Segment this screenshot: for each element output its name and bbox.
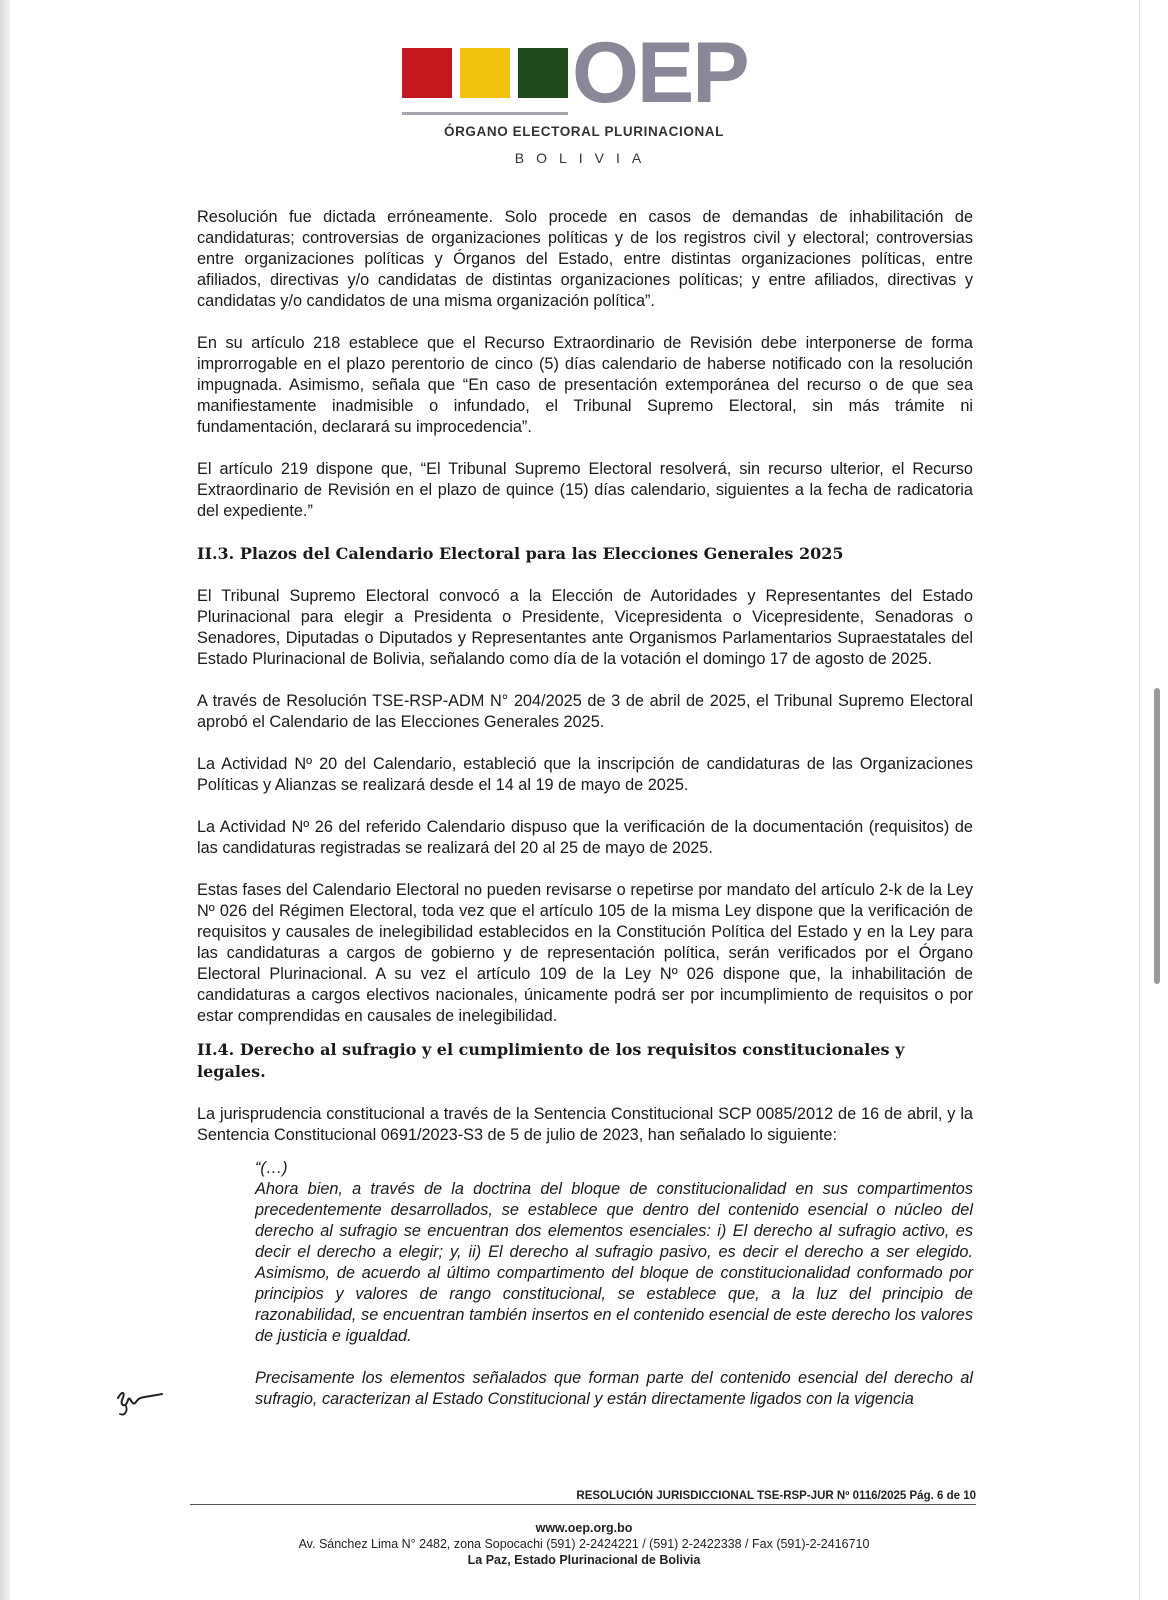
resolution-reference: RESOLUCIÓN JURISDICCIONAL TSE-RSP-JUR Nº 0116/2025 Pág. 6 de 10: [576, 1490, 976, 1502]
oep-logo: [400, 25, 800, 122]
logo-red-square: [402, 48, 452, 98]
quote-open: “(…): [255, 1159, 288, 1177]
paragraph: En su artículo 218 establece que el Recurso Extraordinario de Revisión debe interponerse de forma improrrogable en el plazo perentorio de cinco (5) días calendario de haberse notificado con la resolución impugnada. Asimismo, señala que “En caso de presentación extemporánea del recurso o de que sea manifiestamente inadmisible o infundado, el Tribunal Supremo Electoral, sin más trámite ni fundamentación, declarará su improcedencia”.: [197, 334, 973, 436]
quote-paragraph: Ahora bien, a través de la doctrina del bloque de constitucionalidad en sus compartimentos precedentemente desarrollados, se establece que dentro del contenido esencial o núcleo del derecho al sufragio se encuentran dos elementos esenciales: i) El derecho al sufragio activo, es decir el derecho a elegir; y, ii) El derecho al sufragio pasivo, es decir el derecho a ser elegido. Asimismo, de acuerdo al último compartimento del bloque de constitucionalidad conformado por principios y valores de rango constitucional, se establece que, a la luz del principio de razonabilidad, se encuentran también insertos en el contenido esencial de este derecho los valores de justicia e igualdad.: [255, 1180, 973, 1345]
quote-paragraph: Precisamente los elementos señalados que forman parte del contenido esencial del derecho al sufragio, caracterizan al Estado Constitucional y están directamente ligados con la vigencia: [255, 1369, 973, 1408]
paragraph: La Actividad Nº 20 del Calendario, estableció que la inscripción de candidaturas de las Organizaciones Políticas y Alianzas se realizará desde el 14 al 19 de mayo de 2025.: [197, 755, 973, 794]
organization-name: ÓRGANO ELECTORAL PLURINACIONAL: [443, 124, 724, 139]
paragraph: A través de Resolución TSE-RSP-ADM N° 204/2025 de 3 de abril de 2025, el Tribunal Supremo Electoral aprobó el Calendario de las Elecciones Generales 2025.: [197, 692, 973, 731]
page-edge-right: [1139, 0, 1140, 1600]
paragraph: El Tribunal Supremo Electoral convocó a la Elección de Autoridades y Representantes del Estado Plurinacional para elegir a Presidenta o Presidente, Vicepresidenta o Vicepresidente, Senadoras o Senadores, Diputadas o Diputados y Representantes ante Organismos Parlamentarios Supraestatales del Estado Plurinacional de Bolivia, señalando como día de la votación el domingo 17 de agosto de 2025.: [197, 587, 973, 668]
page-edge-shadow: [0, 0, 10, 1600]
footer-divider: [190, 1504, 976, 1505]
section-heading: II.4. Derecho al sufragio y el cumplimiento de los requisitos constitucionales y legales.: [197, 1040, 905, 1081]
paragraph: La Actividad Nº 26 del referido Calendario dispuso que la verificación de la documentación (requisitos) de las candidaturas registradas se realizará del 20 al 25 de mayo de 2025.: [197, 818, 973, 857]
footer-website[interactable]: www.oep.org.bo: [535, 1521, 633, 1535]
country-name: BOLIVIA: [514, 150, 654, 166]
footer-city: La Paz, Estado Plurinacional de Bolivia: [467, 1553, 701, 1567]
document-body: [197, 207, 973, 1410]
paragraph: El artículo 219 dispone que, “El Tribunal Supremo Electoral resolverá, sin recurso ulterior, el Recurso Extraordinario de Revisión en el plazo de quince (15) días calendario, siguientes a la fecha de radicatoria del expediente.”: [197, 460, 973, 520]
signature-initials: [112, 1384, 172, 1420]
logo-underline: [402, 112, 568, 115]
scrollbar[interactable]: [1154, 688, 1160, 984]
footer-address: Av. Sánchez Lima N° 2482, zona Sopocachi (591) 2-2424221 / (591) 2-2422338 / Fax (591)-2-2416710: [298, 1537, 870, 1551]
section-heading: II.3. Plazos del Calendario Electoral para las Elecciones Generales 2025: [197, 544, 844, 563]
paragraph: Estas fases del Calendario Electoral no pueden revisarse o repetirse por mandato del artículo 2-k de la Ley Nº 026 del Régimen Electoral, toda vez que el artículo 105 de la misma Ley dispone que la verificación de requisitos y causales de inelegibilidad establecidos en la Constitución Política del Estado y en la Ley para las candidaturas a cargos de gobierno y de representación política, serán verificados por el Órgano Electoral Plurinacional. A su vez el artículo 109 de la Ley Nº 026 dispone que, la inhabilitación de candidaturas a cargos electivos nacionales, únicamente podrá ser por incumplimiento de requisitos o por estar comprendidas en causales de inelegibilidad.: [197, 881, 973, 1025]
paragraph: La jurisprudencia constitucional a través de la Sentencia Constitucional SCP 0085/2012 de 16 de abril, y la Sentencia Constitucional 0691/2023-S3 de 5 de julio de 2023, han señalado lo siguiente:: [197, 1105, 973, 1144]
logo-yellow-square: [460, 48, 510, 98]
logo-green-square: [518, 48, 568, 98]
logo-text: OEP: [572, 25, 748, 121]
paragraph: Resolución fue dictada erróneamente. Solo procede en casos de demandas de inhabilitación de candidaturas; controversias de organizaciones políticas y de los registros civil y electoral; controversias entre organizaciones políticas y Órganos del Estado, entre distintas organizaciones políticas, entre afiliados, directivas y/o candidatas de distintas organizaciones políticas; y entre afiliados, directivas y candidatas y/o candidatos de una misma organización política”.: [197, 208, 973, 310]
